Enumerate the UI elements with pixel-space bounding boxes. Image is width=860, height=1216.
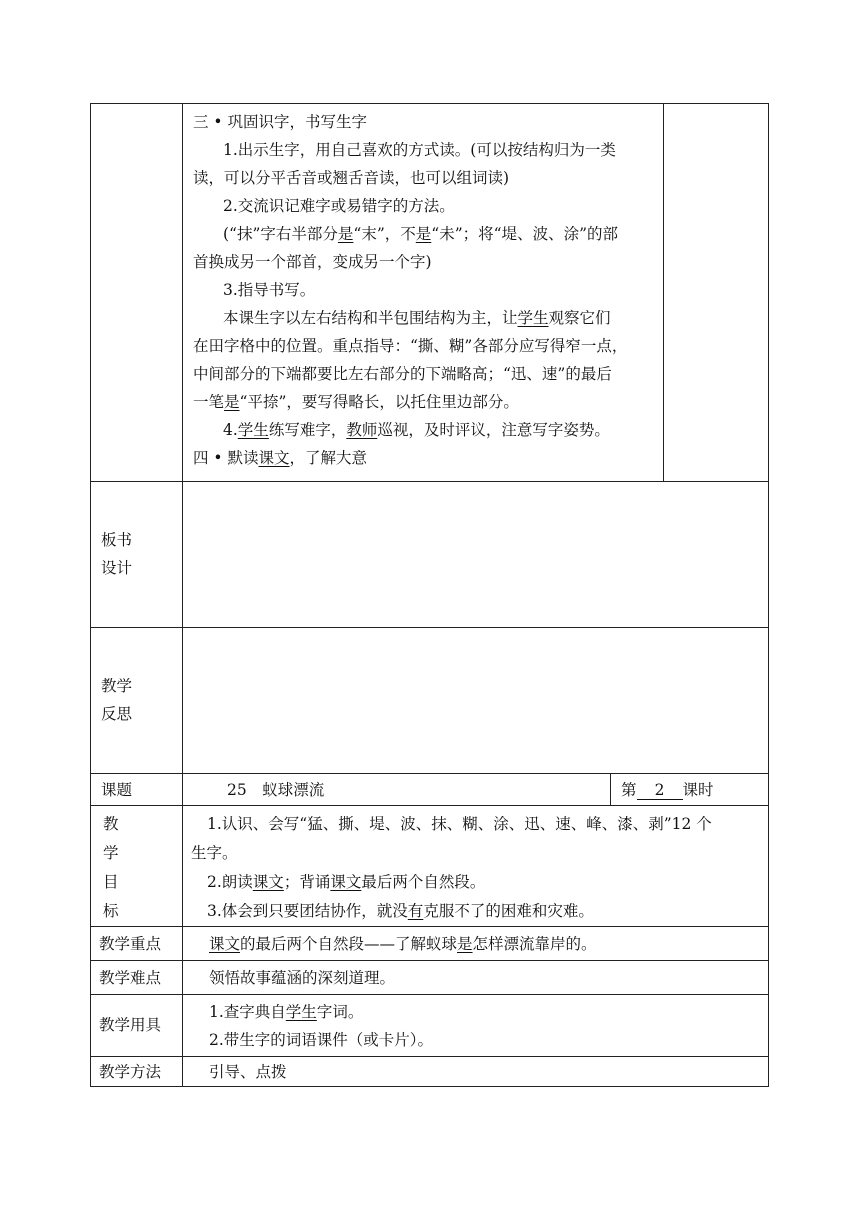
section-three-heading: 三 • 巩固识字，书写生字 — [193, 113, 367, 131]
objectives-label: 教 学 目 标 — [91, 806, 183, 927]
item-4: 4.学生练写难字，教师巡视，及时评议，注意写字姿势。 — [223, 421, 610, 439]
tools-content — [183, 995, 769, 1057]
difficulty-content: 领悟故事蕴涵的深刻道理。 — [183, 961, 769, 995]
board-design-label: 板书 设计 — [91, 482, 183, 628]
key-point-label: 教学重点 — [91, 927, 183, 961]
para-line-1: 本课生字以左右结构和半包围结构为主，让学生观察它们 — [223, 309, 611, 327]
objective-1-continued: 生字。 — [191, 844, 238, 862]
note-line-1: (“抹”字右半部分是“末”，不是“未”；将“堤、波、涂”的部 — [223, 225, 618, 243]
note-line-2: 首换成另一个部首，变成另一个字) — [193, 253, 432, 271]
para-line-3: 中间部分的下端都要比左右部分的下端略高；“迅、速”的最后 — [193, 365, 612, 383]
method-content: 引导、点拨 — [183, 1057, 769, 1087]
method-label: 教学方法 — [91, 1057, 183, 1087]
notes-cell-empty — [664, 104, 769, 482]
title-label: 课题 — [91, 774, 183, 806]
tools-label: 教学用具 — [91, 995, 183, 1057]
item-1: 1.出示生字，用自己喜欢的方式读。(可以按结构归为一类 — [223, 141, 616, 159]
item-1-continued: 读，可以分平舌音或翘舌音读，也可以组词读) — [193, 169, 510, 187]
item-3: 3.指导书写。 — [223, 281, 316, 299]
key-point-content: 课文的最后两个自然段——了解蚁球是怎样漂流靠岸的。 — [183, 927, 769, 961]
para-line-4: 一笔是“平捺”，要写得略长，以托住里边部分。 — [193, 393, 519, 411]
period-cell: 第 2 课时 — [611, 774, 769, 806]
label-cell-empty — [91, 104, 183, 482]
objective-1: 1.认识、会写“猛、撕、堤、波、抹、糊、涂、迅、速、峰、漆、剥”12 个 — [207, 815, 712, 833]
objective-2: 2.朗读课文；背诵课文最后两个自然段。 — [207, 873, 486, 891]
lesson-25-table — [90, 773, 769, 1087]
objective-3: 3.体会到只要团结协作，就没有克服不了的困难和灾难。 — [207, 902, 594, 920]
tool-2: 2.带生字的词语课件（或卡片）。 — [209, 1031, 434, 1049]
tool-1: 1.查字典自学生字词。 — [209, 1003, 364, 1021]
board-design-content — [183, 482, 769, 628]
reflection-content — [183, 628, 769, 774]
item-2: 2.交流识记难字或易错字的方法。 — [223, 197, 455, 215]
reflection-label: 教学 反思 — [91, 628, 183, 774]
period-number: 2 — [637, 781, 683, 800]
previous-lesson-table — [90, 103, 769, 774]
procedure-cell — [183, 104, 664, 482]
para-line-2: 在田字格中的位置。重点指导：“撕、糊”各部分应写得窄一点， — [193, 337, 628, 355]
lesson-title: 25 蚁球漂流 — [183, 774, 611, 806]
section-four-heading: 四 • 默读课文，了解大意 — [193, 449, 368, 467]
difficulty-label: 教学难点 — [91, 961, 183, 995]
objectives-content — [183, 806, 769, 927]
